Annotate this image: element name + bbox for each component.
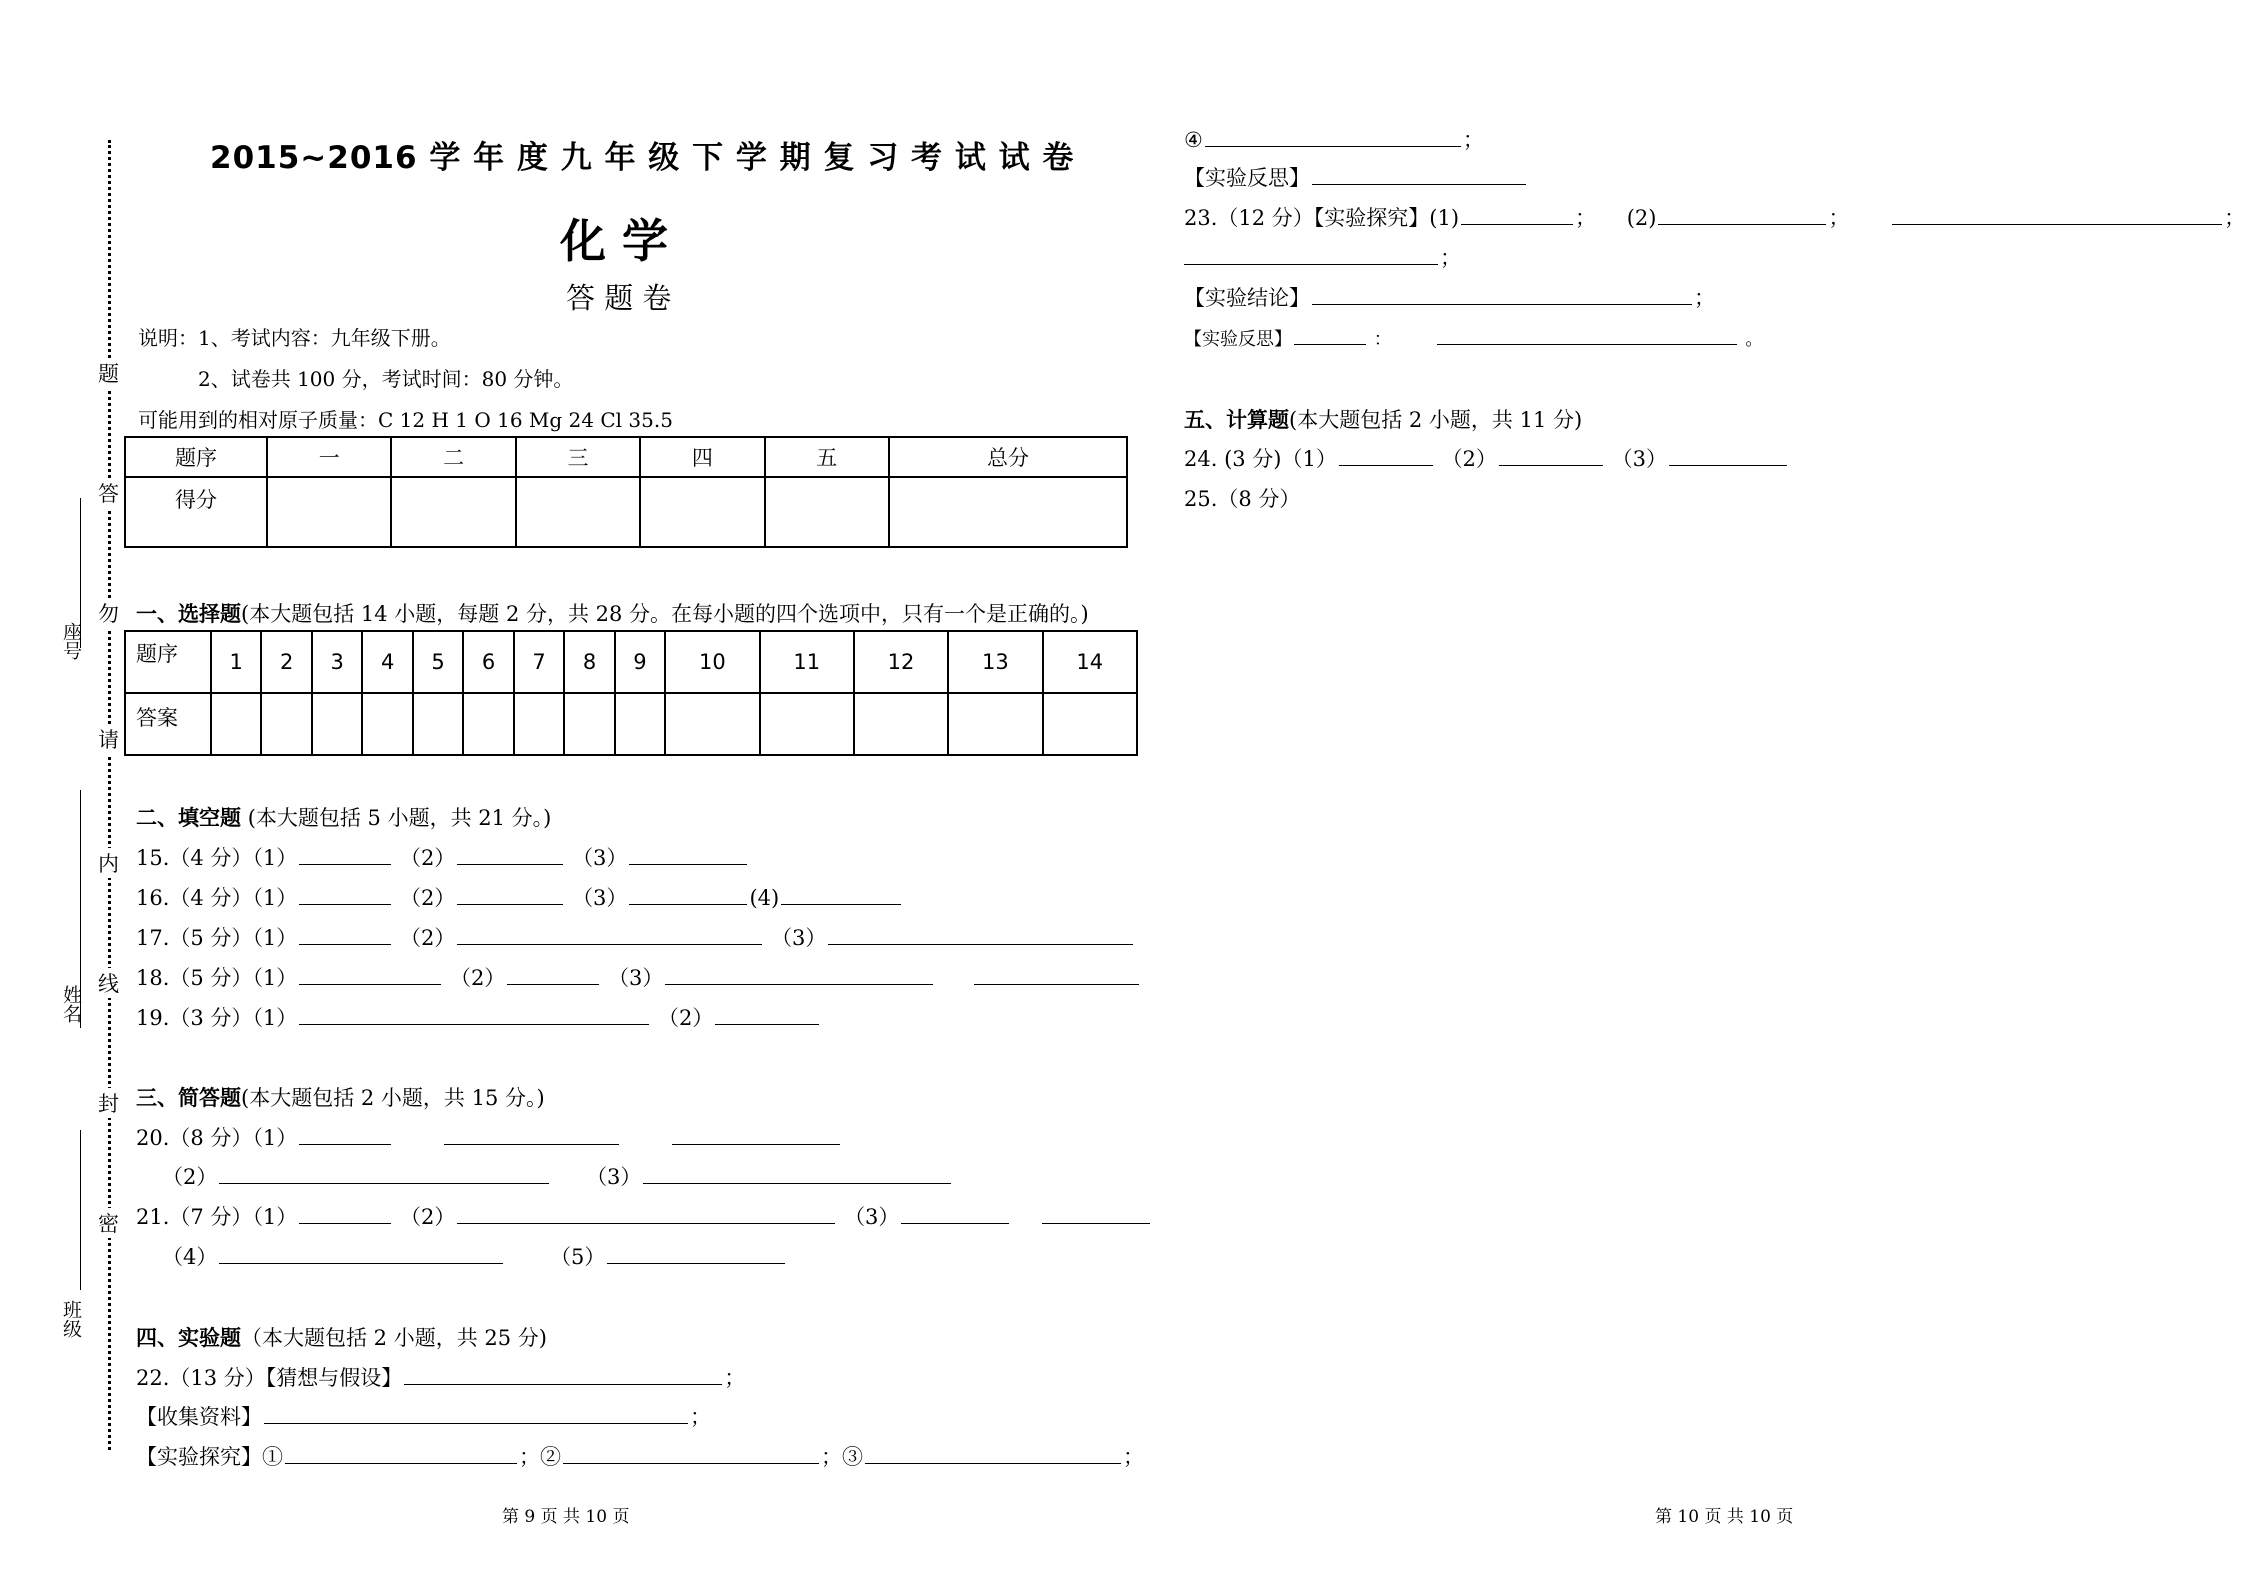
q17-row: [136, 922, 1135, 952]
semicolon: ；: [690, 1405, 711, 1429]
answer-blank[interactable]: [444, 1124, 619, 1145]
answer-blank[interactable]: [1339, 445, 1433, 466]
score-header-cell: 一: [267, 437, 391, 477]
answer-cell[interactable]: [854, 693, 948, 755]
right-reflect1-row: [1184, 162, 1528, 192]
exam-title: 2015~2016 学 年 度 九 年 级 下 学 期 复 习 考 试 试 卷: [210, 140, 1075, 176]
seal-char: 勿: [98, 598, 119, 628]
score-row-label: 得分: [125, 477, 267, 547]
answer-blank[interactable]: [457, 1203, 835, 1224]
answer-blank[interactable]: [828, 924, 1133, 945]
section1-desc: (本大题包括 14 小题，每题 2 分，共 28 分。在每小题的四个选项中，只有一个是正确的。): [241, 602, 1089, 626]
q17-number: 17.（5 分）: [136, 926, 253, 950]
score-header-cell: 五: [765, 437, 889, 477]
section3-desc: (本大题包括 2 小题，共 15 分。): [241, 1086, 545, 1110]
seal-char: 封: [98, 1088, 119, 1118]
semicolon: ；: [1575, 206, 1597, 230]
answer-cell[interactable]: [1043, 693, 1137, 755]
q20-row2: [162, 1161, 953, 1191]
answer-blank[interactable]: [865, 1443, 1121, 1464]
answer-blank[interactable]: [457, 884, 563, 905]
conclusion-label: 【实验结论】: [1184, 286, 1310, 310]
question-number: 10: [665, 631, 759, 693]
question-number: 1: [211, 631, 261, 693]
section3-heading: [136, 1082, 545, 1112]
q16-row: [136, 882, 903, 912]
question-number: 13: [948, 631, 1042, 693]
answer-cell[interactable]: [312, 693, 362, 755]
reflect-label: 【实验反思】: [1184, 329, 1292, 350]
answer-blank[interactable]: [1312, 284, 1692, 305]
part-label: （3）: [572, 886, 628, 910]
part-label: （1）: [252, 846, 298, 870]
part-label: (4): [749, 886, 780, 910]
semicolon: ；: [1828, 206, 1850, 230]
answer-blank[interactable]: [607, 1243, 785, 1264]
part-label: （5）: [550, 1245, 606, 1269]
question-number: 6: [463, 631, 513, 693]
answer-cell[interactable]: [564, 693, 614, 755]
part-label: （1）: [252, 886, 298, 910]
seal-char: 密: [98, 1208, 119, 1238]
part-label: （2）: [658, 1006, 714, 1030]
part-label: （2）: [1441, 447, 1497, 471]
answer-blank[interactable]: [974, 964, 1139, 985]
answer-blank[interactable]: [219, 1243, 503, 1264]
answer-blank[interactable]: [457, 844, 563, 865]
part-label: （4）: [162, 1245, 218, 1269]
grid-row-label: 题序: [125, 631, 211, 693]
answer-blank[interactable]: [1312, 164, 1526, 185]
part-label: (2): [1626, 206, 1657, 230]
seal-char: 线: [98, 968, 119, 998]
semicolon: ；: [1462, 128, 1484, 152]
score-header-cell: 三: [516, 437, 640, 477]
q20-row: [136, 1122, 842, 1152]
answer-cell[interactable]: [948, 693, 1042, 755]
score-header-cell: 题序: [125, 437, 267, 477]
answer-cell[interactable]: [615, 693, 665, 755]
answer-blank[interactable]: [715, 1004, 819, 1025]
seal-char: 题: [98, 358, 119, 388]
q22-explore-label: 【实验探究】①: [136, 1445, 283, 1469]
q19-number: 19.（3 分）: [136, 1006, 253, 1030]
question-number: 14: [1043, 631, 1137, 693]
score-cell[interactable]: [516, 477, 640, 547]
question-number: 3: [312, 631, 362, 693]
answer-blank[interactable]: [1499, 445, 1603, 466]
part-label: （2）: [450, 966, 506, 990]
score-cell[interactable]: [391, 477, 515, 547]
notes-line1: 说明：1、考试内容：九年级下册。: [138, 326, 451, 350]
semicolon: ；: [1123, 1445, 1144, 1469]
section5-desc: (本大题包括 2 小题，共 11 分): [1289, 408, 1583, 432]
section4-desc: （本大题包括 2 小题，共 25 分): [241, 1326, 547, 1350]
conclusion-row: [1184, 282, 1715, 312]
answer-blank[interactable]: [457, 924, 762, 945]
q15-number: 15.（4 分）: [136, 846, 253, 870]
question-number: 2: [261, 631, 311, 693]
section2-title: 二、填空题: [136, 806, 241, 830]
answer-blank[interactable]: [1042, 1203, 1150, 1224]
section4-heading: [136, 1322, 547, 1352]
answer-blank[interactable]: [299, 844, 391, 865]
q18-row: [136, 962, 1141, 992]
class-label: 班级: [60, 1300, 82, 1338]
semicolon: ；: [2224, 206, 2246, 230]
answer-blank[interactable]: [901, 1203, 1009, 1224]
score-table: [124, 436, 1128, 548]
answer-cell[interactable]: [362, 693, 412, 755]
right-circle4-row: [1184, 124, 1484, 154]
q21-row: [136, 1201, 1152, 1231]
section1-title: 一、选择题: [136, 602, 241, 626]
question-number: 8: [564, 631, 614, 693]
score-cell[interactable]: [640, 477, 764, 547]
answer-blank[interactable]: [404, 1364, 722, 1385]
answer-blank[interactable]: [299, 1004, 649, 1025]
subtitle: 答 题 卷: [566, 281, 672, 315]
section4-title: 四、实验题: [136, 1326, 241, 1350]
answer-blank[interactable]: [1658, 204, 1826, 225]
part-label: （3）: [771, 926, 827, 950]
q15-row: [136, 842, 749, 872]
score-header-cell: 四: [640, 437, 764, 477]
answer-cell[interactable]: [665, 693, 759, 755]
q23-row2: [1184, 242, 1461, 272]
circle-3-label: ；③: [821, 1445, 863, 1469]
circle-2-label: ；②: [519, 1445, 561, 1469]
answer-cell[interactable]: [514, 693, 564, 755]
answer-blank[interactable]: [264, 1403, 688, 1424]
q23-row: [1184, 202, 2245, 232]
part-label: （2）: [400, 886, 456, 910]
answer-blank[interactable]: [507, 964, 599, 985]
part-label: （2）: [400, 1205, 456, 1229]
part-label: （2）: [162, 1165, 218, 1189]
colon: ：: [1373, 329, 1392, 350]
answer-blank[interactable]: [285, 1443, 517, 1464]
grid-row-label: 答案: [125, 693, 211, 755]
answer-blank[interactable]: [1669, 445, 1787, 466]
q21-number: 21.（7 分）: [136, 1205, 253, 1229]
section2-heading: [136, 802, 551, 832]
answer-blank[interactable]: [1437, 324, 1737, 345]
right-page-number: 第 10 页 共 10 页: [1655, 1507, 1794, 1527]
circle-4-label: ④: [1184, 128, 1203, 152]
semicolon: ；: [1440, 246, 1461, 270]
score-header-cell: 总分: [889, 437, 1127, 477]
score-cell[interactable]: [889, 477, 1127, 547]
q25-label: 25.（8 分）: [1184, 487, 1301, 511]
q22-line1: [136, 1362, 745, 1392]
section1-heading: [136, 598, 1089, 628]
question-number: 11: [760, 631, 854, 693]
part-label: （1）: [252, 1205, 298, 1229]
part-label: （3）: [586, 1165, 642, 1189]
part-label: （2）: [400, 926, 456, 950]
answer-blank[interactable]: [299, 884, 391, 905]
q20-number: 20.（8 分）: [136, 1126, 253, 1150]
q18-number: 18.（5 分）: [136, 966, 253, 990]
question-number: 4: [362, 631, 412, 693]
q23-label: 23.（12 分）【实验探究】(1): [1184, 206, 1460, 230]
part-label: （1）: [252, 1006, 298, 1030]
answer-cell[interactable]: [211, 693, 261, 755]
class-field[interactable]: [80, 1130, 81, 1290]
q24-row: [1184, 443, 1789, 473]
answer-blank[interactable]: [299, 964, 441, 985]
answer-blank[interactable]: [672, 1124, 840, 1145]
part-label: （2）: [400, 846, 456, 870]
answer-blank[interactable]: [299, 1124, 391, 1145]
q22-hypothesis-label: 22.（13 分）【猜想与假设】: [136, 1366, 403, 1390]
answer-blank[interactable]: [1461, 204, 1573, 225]
seat-number-label: 座号: [60, 622, 82, 660]
section2-desc: (本大题包括 5 小题，共 21 分。): [247, 806, 552, 830]
answer-blank[interactable]: [299, 1203, 391, 1224]
semicolon: ；: [1694, 286, 1715, 310]
part-label: （1）: [252, 926, 298, 950]
answer-grid: [124, 630, 1138, 756]
section5-heading: [1184, 404, 1582, 434]
q21-row2: [162, 1241, 787, 1271]
section5-title: 五、计算题: [1184, 408, 1289, 432]
answer-cell[interactable]: [413, 693, 463, 755]
reflect-label: 【实验反思】: [1184, 166, 1310, 190]
score-cell[interactable]: [765, 477, 889, 547]
question-number: 12: [854, 631, 948, 693]
part-label: （1）: [1281, 447, 1337, 471]
answer-blank[interactable]: [1294, 324, 1366, 345]
section3-title: 三、简答题: [136, 1086, 241, 1110]
seal-char: 答: [98, 478, 119, 508]
period: 。: [1745, 329, 1764, 350]
question-number: 7: [514, 631, 564, 693]
answer-blank[interactable]: [1892, 204, 2222, 225]
answer-blank[interactable]: [629, 884, 747, 905]
name-label: 姓名: [60, 985, 82, 1023]
part-label: （3）: [1611, 447, 1667, 471]
question-number: 5: [413, 631, 463, 693]
answer-blank[interactable]: [665, 964, 933, 985]
answer-blank[interactable]: [1205, 126, 1461, 147]
answer-cell[interactable]: [261, 693, 311, 755]
part-label: （3）: [572, 846, 628, 870]
seal-char: 请: [98, 724, 119, 754]
binding-dotted-line: [108, 140, 111, 1450]
answer-blank[interactable]: [219, 1163, 549, 1184]
reflect2-row: [1184, 324, 1763, 351]
part-label: （1）: [252, 1126, 298, 1150]
answer-blank[interactable]: [299, 924, 391, 945]
q22-data-label: 【收集资料】: [136, 1405, 262, 1429]
subject-title: 化 学: [560, 214, 669, 268]
q24-number: 24. (3 分): [1184, 447, 1282, 471]
q22-line2: [136, 1401, 711, 1431]
notes-line2: 2、试卷共 100 分，考试时间：80 分钟。: [198, 367, 574, 391]
q22-line3: [136, 1441, 1144, 1471]
semicolon: ；: [724, 1366, 746, 1390]
part-label: （1）: [252, 966, 298, 990]
answer-cell[interactable]: [463, 693, 513, 755]
part-label: （3）: [608, 966, 664, 990]
answer-blank[interactable]: [781, 884, 901, 905]
answer-blank[interactable]: [563, 1443, 819, 1464]
answer-blank[interactable]: [1184, 244, 1438, 265]
left-page-number: 第 9 页 共 10 页: [502, 1507, 630, 1527]
seal-char: 内: [98, 848, 119, 878]
part-label: （3）: [844, 1205, 900, 1229]
answer-blank[interactable]: [643, 1163, 951, 1184]
answer-cell[interactable]: [760, 693, 854, 755]
score-header-cell: 二: [391, 437, 515, 477]
answer-blank[interactable]: [629, 844, 747, 865]
atomic-masses: 可能用到的相对原子质量：C 12 H 1 O 16 Mg 24 Cl 35.5: [138, 408, 673, 432]
q16-number: 16.（4 分）: [136, 886, 253, 910]
question-number: 9: [615, 631, 665, 693]
q19-row: [136, 1002, 821, 1032]
score-cell[interactable]: [267, 477, 391, 547]
